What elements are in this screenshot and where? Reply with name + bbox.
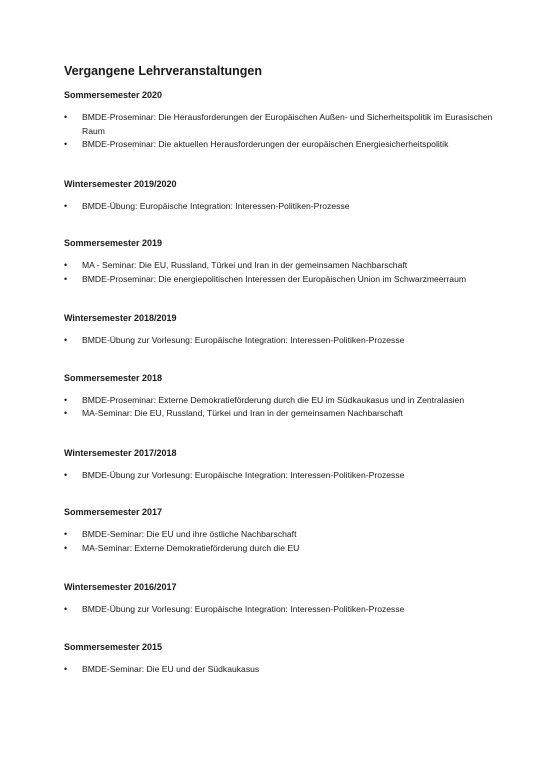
list-item: • BMDE-Übung zur Vorlesung: Europäische Integration: Interessen-Politiken-Prozesse (64, 469, 493, 483)
list-item: • BMDE-Proseminar: Die Herausforderungen der Europäischen Außen- und Sicherheitspolitik im Eurasischen Raum (64, 111, 493, 138)
list-item: • BMDE-Proseminar: Die aktuellen Herausforderungen der europäischen Energiesicherheitspolitik (64, 138, 493, 152)
page-title: Vergangene Lehrveranstaltungen (64, 64, 262, 78)
section-heading: Sommersemester 2018 (64, 372, 163, 383)
section-heading: Sommersemester 2019 (64, 238, 163, 248)
course-list (64, 259, 493, 286)
section-heading: Wintersemester 2017/2018 (64, 447, 177, 458)
section-ss2019 (64, 237, 493, 286)
course-list (64, 469, 493, 483)
section-ws2018-2019 (64, 312, 493, 348)
list-item: • BMDE-Übung zur Vorlesung: Europäische Integration: Interessen-Politiken-Prozesse (64, 334, 493, 348)
section-ss2017 (64, 506, 493, 555)
list-item: • BMDE-Übung: Europäische Integration: Interessen-Politiken-Prozesse (64, 200, 493, 214)
section-ss2018 (64, 372, 493, 421)
course-list (64, 663, 493, 677)
section-heading: Wintersemester 2018/2019 (64, 313, 177, 323)
course-list (64, 528, 493, 555)
list-item: • BMDE-Seminar: Die EU und ihre östliche Nachbarschaft (64, 528, 493, 542)
list-item: • MA - Seminar: Die EU, Russland, Türkei und Iran in der gemeinsamen Nachbarschaft (64, 259, 493, 273)
list-item: • MA-Seminar: Die EU, Russland, Türkei und Iran in der gemeinsamen Nachbarschaft (64, 407, 493, 421)
course-list (64, 334, 493, 348)
section-heading: Sommersemester 2020 (64, 90, 163, 100)
section-heading: Wintersemester 2019/2020 (64, 178, 177, 189)
list-item: • BMDE-Proseminar: Die energiepolitischen Interessen der Europäischen Union im Schwarzmeerraum (64, 273, 493, 287)
course-list (64, 394, 493, 421)
list-item: • BMDE-Proseminar: Externe Demokratieförderung durch die EU im Südkaukasus und in Zentralasien (64, 394, 493, 408)
section-heading: Sommersemester 2015 (64, 641, 163, 652)
course-list (64, 200, 493, 214)
section-heading: Wintersemester 2016/2017 (64, 582, 177, 592)
section-ws2019-2020 (64, 178, 493, 214)
list-item: • BMDE-Seminar: Die EU und der Südkaukasus (64, 663, 493, 677)
list-item: • BMDE-Übung zur Vorlesung: Europäische Integration: Interessen-Politiken-Prozesse (64, 603, 493, 617)
course-list (64, 603, 493, 617)
section-ws2016-2017 (64, 581, 493, 617)
section-ss2015 (64, 641, 493, 677)
section-ss2020 (64, 89, 493, 152)
section-ws2017-2018 (64, 447, 493, 483)
course-list (64, 111, 493, 152)
list-item: • MA-Seminar: Externe Demokratieförderung durch die EU (64, 542, 493, 556)
section-heading: Sommersemester 2017 (64, 507, 163, 517)
